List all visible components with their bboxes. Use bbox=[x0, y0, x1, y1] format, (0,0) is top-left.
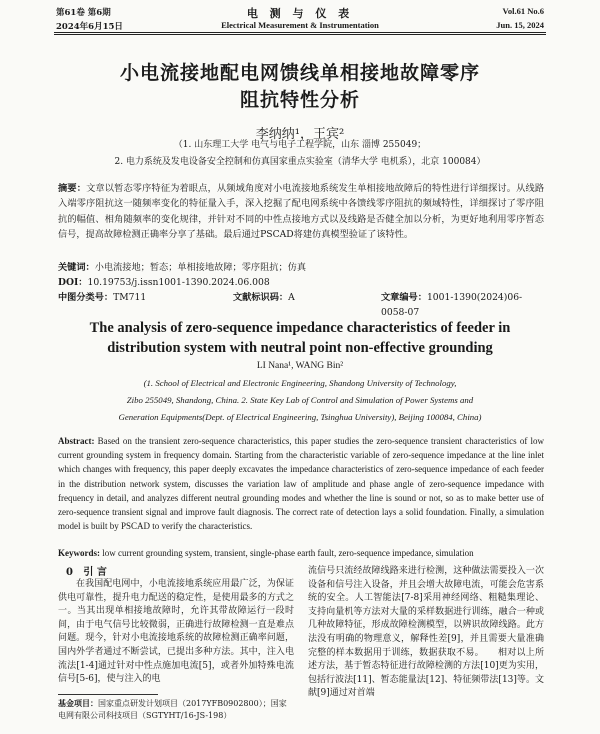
doi-text: 10.19753/j.issn1001-1390.2024.06.008 bbox=[87, 277, 270, 288]
authors-en: LI Nana¹, WANG Bin² bbox=[256, 361, 344, 371]
header-rule bbox=[54, 32, 546, 33]
keywords-cn bbox=[58, 260, 544, 275]
doc-code-value: A bbox=[288, 292, 295, 303]
issue-date-en: Jun. 15, 2024 bbox=[496, 20, 544, 30]
funding-label: 基金项目： bbox=[58, 698, 98, 708]
affiliation-en-3: Generation Equipments(Dept. of Electrical Engineering, Tsinghua University), Beijing 100084, China) bbox=[118, 412, 482, 422]
keywords-en-label: Keywords: bbox=[58, 548, 100, 558]
volume-issue-cn: 第61卷 第6期 bbox=[56, 8, 111, 18]
abstract-cn-text: 文章以暂态零序特征为着眼点，从频域角度对小电流接地系统发生单相接地故障后的特性进行详细探讨。从线路入端零序阻抗这一随频率变化的特征量入手，深入挖掘了配电网系统中各馈线零序阻抗的频域特性，详细探讨了零序阻抗的幅值、相角随频率的变化规律，并针对不同的中性点接地方式以及线路是否健全加以分析，为更好地利用零序暂态信号，提高故障检测正确率分享了基础。最后通过PSCAD将建仿真模型验证了该特性。 bbox=[58, 183, 545, 241]
title-en-line1: The analysis of zero-sequence impedance characteristics of feeder in bbox=[89, 320, 511, 336]
title-cn-line2: 阻抗特性分析 bbox=[239, 89, 360, 111]
title-cn-line1: 小电流接地配电网馈线单相接地故障零序 bbox=[119, 62, 480, 84]
affiliation-en-1: (1. School of Electrical and Electronic Engineering, Shandong University of Technology, bbox=[143, 378, 457, 388]
doc-code-label: 文献标识码： bbox=[233, 292, 289, 303]
section-title: 引 言 bbox=[83, 567, 107, 578]
body-column-right: 流信号只流经故障线路来进行检测，这种做法需要投入一次设备和信号注入设备，并且会增大故障电流，可能会危害系统的安全。人工智能法[7-8]采用神经网络、粗糙集理论、支持向量机等方法对大量的采样数据进行训练，融合一种或几种故障特征，形成故障检测模型，以辨识故障线路。此方法没有明确的物理意义，解释性差[9]，并且需要大量准确完整的样本数据用于训练，数据获取不易。 相对以上所述方法，基于暂态特征进行故障检测的方法[10]更为实用，包括行波法[11]、暂态能量法[12]、特征频带法[13]等。文献[9]通过对首端 bbox=[308, 566, 544, 699]
article-id-value: 1001-1390(2024)06-0058-07 bbox=[381, 292, 523, 318]
keywords-cn-label: 关键词： bbox=[58, 262, 95, 273]
volume-issue-en: Vol.61 No.6 bbox=[502, 6, 544, 16]
issue-date-cn: 2024年6月15日 bbox=[56, 22, 123, 32]
funding-note bbox=[58, 697, 294, 722]
doi-row bbox=[58, 275, 544, 290]
affiliation-en-2: Zibo 255049, Shandong, China. 2. State Key Lab of Control and Simulation of Power Systems and bbox=[126, 395, 474, 405]
doi-label: DOI： bbox=[58, 277, 88, 288]
header-rule-double bbox=[54, 34, 546, 35]
keywords-en bbox=[58, 546, 544, 560]
keywords-cn-text: 小电流接地；暂态；单相接地故障；零序阻抗；仿真 bbox=[94, 262, 307, 273]
clc-value: TM711 bbox=[113, 292, 147, 303]
body-column-left: 在我国配电网中，小电流接地系统应用最广泛，为保证供电可靠性，提升电力配送的稳定性，是使用最多的方式之一。当其出现单相接地故障时，允许其带故障运行一段时间，由于电气信号比较微弱，正确进行故障检测一直是难点问题。现今，针对小电流接地系统的故障检测正确率问题，国内外学者通过不断尝试，已提出多种方法。其中，注入电流法[1-4]通过针对中性点施加电流[5]，或者外加特殊电流信号[5-6]，使与注入的电 bbox=[58, 579, 294, 685]
section-number: 0 bbox=[66, 567, 73, 578]
authors-cn: 李纳纳¹，王宾² bbox=[255, 127, 345, 142]
abstract-cn bbox=[58, 181, 544, 243]
section-heading bbox=[66, 563, 107, 578]
journal-title-en: Electrical Measurement & Instrumentation bbox=[221, 20, 379, 30]
article-id-label: 文章编号： bbox=[381, 292, 427, 303]
affiliation-cn-1: （1. 山东理工大学 电气与电子工程学院，山东 淄博 255049； bbox=[173, 140, 427, 150]
abstract-cn-label: 摘要： bbox=[58, 183, 87, 194]
abstract-en-label: Abstract: bbox=[58, 436, 95, 446]
title-en-line2: distribution system with neutral point non-effective grounding bbox=[107, 340, 493, 356]
clc-label: 中图分类号： bbox=[58, 292, 114, 303]
footnote-rule bbox=[58, 694, 158, 695]
funding-text: 国家重点研发计划项目（2017YFB0902800）；国家电网有限公司科技项目（SGTYHT/16-JS-198） bbox=[58, 699, 287, 720]
abstract-en bbox=[58, 434, 544, 533]
classification-row bbox=[58, 290, 544, 318]
keywords-en-text: low current grounding system, transient, single-phase earth fault, zero-sequence impedance, simulation bbox=[102, 548, 474, 558]
affiliation-cn-2: 2. 电力系统及发电设备安全控制和仿真国家重点实验室（清华大学 电机系），北京 100084） bbox=[114, 157, 486, 167]
journal-title-cn: 电 测 与 仪 表 bbox=[246, 7, 354, 20]
abstract-en-text: Based on the transient zero-sequence characteristics, this paper studies the zero-sequence transient characteristics of low current grounding system in frequency domain. Starting from the characteristic variable of zero-sequence impedance at the line inlet which changes with frequency, this paper deeply excavates the impedance characteristics of zero-sequence impedance of each feeder in the distribution network system, discusses the variation law of amplitude and phase angle of zero-sequence impedance with frequency in detail, and analyzes different neutral grounding modes and whether the line is sound or not, so as to make better use of zero-sequence transient signal and improve fault diagnosis. The correct rate of detection lays a solid foundation. Finally, a simulation model is built by PSCAD to verify the characteristics. bbox=[58, 436, 545, 532]
